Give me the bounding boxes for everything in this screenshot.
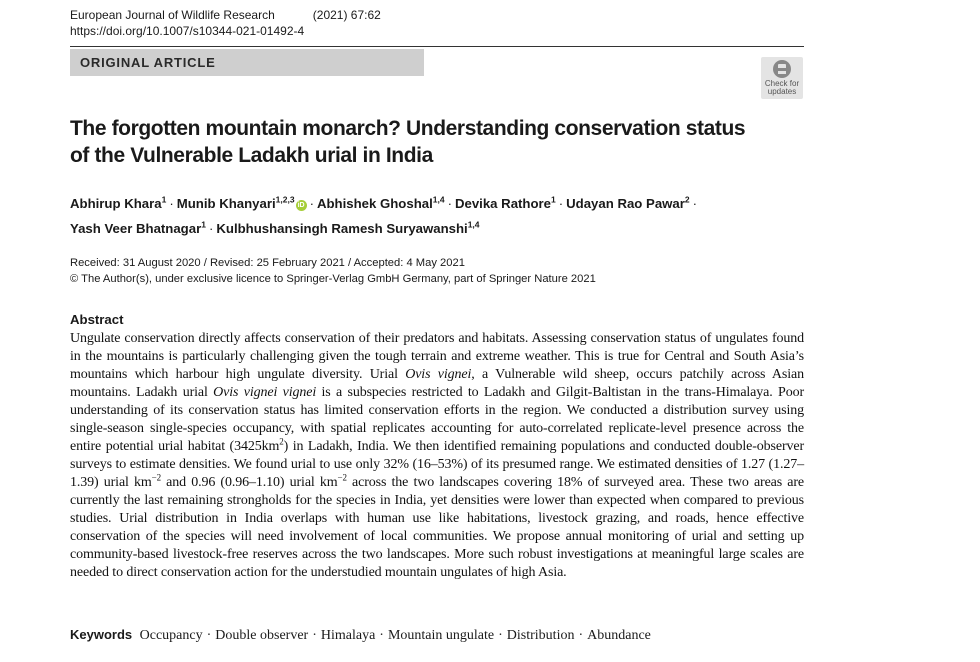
article-type-banner: ORIGINAL ARTICLE [70,49,424,76]
author-separator: · [208,220,214,236]
author[interactable]: Abhishek Ghoshal$^{1,4}$ [316,195,445,212]
keyword-separator: · [206,628,212,643]
article-history [70,255,596,287]
author-separator: · [447,196,452,212]
keyword-separator: · [312,628,317,643]
header-rule [70,46,804,47]
keyword: Double observer [215,628,309,643]
keyword: Occupancy [139,628,203,643]
author[interactable]: Kulbhushansingh Ramesh Suryawanshi$^{1,4}$ [216,219,480,236]
abstract-heading: Abstract [70,312,124,327]
keyword-separator: · [498,628,503,643]
journal-header [70,7,381,39]
author[interactable]: Yash Veer Bhatnagar$^1$ [70,219,206,236]
copyright-notice: © The Author(s), under exclusive licence to Springer-Verlag GmbH Germany, part of Springer Nature 2021 [70,273,596,285]
doi-link[interactable]: https://doi.org/10.1007/s10344-021-01492-4 [70,24,305,38]
abstract-body: Ungulate conservation directly affects conservation of their predators and habitats. Assessing conservation status of ungulates found in the mountains is particularly challenging given the tough terrain and extreme weather. This is true for Central and South Asia’s mountains which harbour high ungulate diversity. Urial Ovis vignei, a Vulnerable wild sheep, occurs patchily across Asian mountains. Ladakh urial Ovis vignei vignei is a subspecies restricted to Ladakh and Gilgit-Baltistan in the trans-Himalaya. Poor understanding of its conservation status has limited conservation efforts in the region. We conducted a distribution survey using single-season single-species occupancy, with spatial replicates accounting for auto-correlated replicate-level presence across the entire potential urial habitat $(3425km^2)$ in Ladakh, India. We then identified remaining populations and conducted double-observer surveys to estimate densities. We found urial to use only 32% (16–53%) of its presumed range. We estimated densities of 1.27 (1.27–1.39) urial $km^{-2}$ and 0.96 (0.96–1.10) urial $km^{-2}$ across the two landscapes covering 18% of surveyed area. These two areas are currently the last remaining strongholds for the species in India, yet densities were lower than expected when compared to previous studies. Urial distribution in India overlaps with human use like habitations, livestock grazing, and roads, hence effective conservation of the species will need involvement of local communities. We propose annual monitoring of urial and setting up community-based livestock-free reserves across the two landscapes. More such robust investigations at meaningful large scales are needed to direct conservation action for the understudied mountain ungulates of high Asia. [70,331,805,580]
author-separator: · [169,196,174,212]
journal-line [70,7,381,23]
author[interactable]: Abhirup Khara$^1$ [70,195,167,212]
author-separator: · [309,196,314,212]
keywords-label: Keywords [70,627,133,642]
keyword-separator: · [578,628,584,643]
keyword: Himalaya [320,628,376,643]
keyword: Distribution [506,628,575,643]
title-line-1: The forgotten mountain monarch? Understanding conservation status [70,117,746,140]
article-title [70,115,790,169]
author[interactable]: Devika Rathore$^1$ [454,195,556,212]
check-for-updates-badge[interactable] [761,57,803,99]
history-dates: Received: 31 August 2020 / Revised: 25 February 2021 / Accepted: 4 May 2021 [70,257,465,269]
crossmark-label-2: updates [767,87,797,96]
keywords [70,626,651,645]
crossmark-icon [773,60,791,78]
author-list [70,190,800,239]
journal-name: European Journal of Wildlife Research [70,8,275,22]
journal-citation: (2021) 67:62 [312,8,381,22]
orcid-icon[interactable]: iD [297,202,305,210]
author[interactable]: Munib Khanyari$^{1,2,3}$iD [176,195,305,212]
title-line-2: of the Vulnerable Ladakh urial in India [70,144,433,167]
keyword-separator: · [379,628,384,643]
author-separator: · [558,196,564,212]
species-name: Ovis vignei [405,367,472,382]
author-separator: · [692,196,698,212]
species-name: Ovis vignei vignei [213,385,317,400]
keyword: Abundance [587,628,651,643]
crossmark-label-1: Check for [764,79,800,88]
author[interactable]: Udayan Rao Pawar$^2$ [566,195,690,212]
keyword: Mountain ungulate [387,628,495,643]
